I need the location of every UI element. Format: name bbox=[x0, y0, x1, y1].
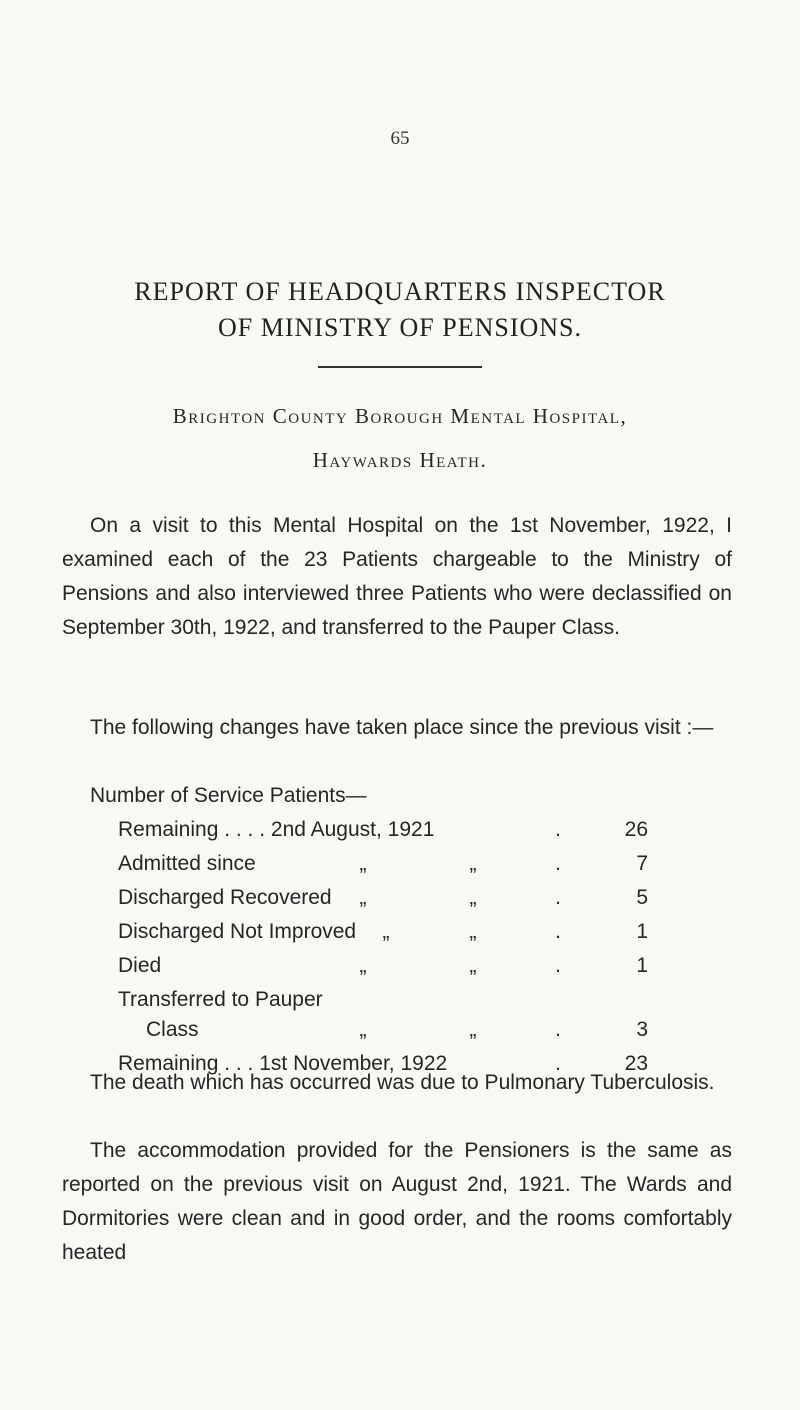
row-value: 26 bbox=[624, 818, 648, 841]
row-value: 1 bbox=[636, 954, 648, 977]
hospital-name: Brighton County Borough Mental Hospital, bbox=[172, 404, 628, 428]
table-row bbox=[118, 847, 678, 881]
paragraph-accommodation: The accommodation provided for the Pensioners is the same as reported on the previous visit on August 2nd, 1921. The Wards and Dormitories were clean and in good order, and the rooms comfortably heated bbox=[62, 1139, 732, 1264]
ditto-mark: „ bbox=[469, 920, 477, 943]
ditto-mark: „ bbox=[359, 886, 367, 909]
row-label: Remaining . . . . 2nd August, 1921 bbox=[118, 818, 435, 841]
ditto-mark: „ bbox=[359, 852, 367, 875]
row-label: Discharged Recovered bbox=[118, 886, 332, 909]
row-dot: . bbox=[555, 920, 561, 943]
table-row bbox=[118, 1013, 678, 1047]
title-divider bbox=[318, 366, 482, 368]
row-label-continued: Class bbox=[146, 1018, 199, 1041]
row-dot: . bbox=[555, 886, 561, 909]
report-title bbox=[0, 274, 800, 346]
patients-table bbox=[118, 813, 678, 1081]
table-heading: Number of Service Patients— bbox=[90, 784, 367, 807]
ditto-mark: „ bbox=[359, 954, 367, 977]
table-row bbox=[118, 915, 678, 949]
table-row bbox=[118, 813, 678, 847]
row-dot: . bbox=[555, 1018, 561, 1041]
row-label: Remaining . . . 1st November, 1922 bbox=[118, 1052, 448, 1075]
hospital-heading bbox=[0, 394, 800, 482]
row-dot: . bbox=[555, 818, 561, 841]
row-value: 7 bbox=[636, 852, 648, 875]
row-value: 3 bbox=[636, 1018, 648, 1041]
row-dot: . bbox=[555, 1052, 561, 1075]
row-label: Discharged Not Improved bbox=[118, 920, 357, 943]
ditto-mark: „ bbox=[359, 1018, 367, 1041]
report-title-line-2: OF MINISTRY OF PENSIONS. bbox=[218, 313, 582, 342]
page-number: 65 bbox=[390, 128, 410, 149]
row-label: Died bbox=[118, 954, 162, 977]
paragraph-changes: The following changes have taken place since the previous visit :— bbox=[90, 716, 714, 739]
row-label: Admitted since bbox=[118, 852, 256, 875]
ditto-mark: „ bbox=[469, 886, 477, 909]
paragraph-death: The death which has occurred was due to Pulmonary Tuberculosis. bbox=[90, 1071, 715, 1094]
hospital-location: Haywards Heath. bbox=[312, 448, 488, 472]
row-value: 5 bbox=[636, 886, 648, 909]
row-value: 23 bbox=[624, 1052, 648, 1075]
row-label: Transferred to Pauper bbox=[118, 988, 323, 1011]
table-row bbox=[118, 983, 678, 1013]
row-dot: . bbox=[555, 954, 561, 977]
table-row bbox=[118, 949, 678, 983]
row-value: 1 bbox=[636, 920, 648, 943]
ditto-mark: „ bbox=[469, 954, 477, 977]
table-row bbox=[118, 881, 678, 915]
ditto-mark: „ bbox=[469, 852, 477, 875]
ditto-mark: „ bbox=[382, 920, 390, 943]
paragraph-visit: On a visit to this Mental Hospital on the 1st November, 1922, I examined each of the 23 Patients chargeable to the Ministry of Pensions and also interviewed three Patients who were declassified on September 30th, 1922, and transferred to the Pauper Class. bbox=[62, 514, 732, 639]
row-dot: . bbox=[555, 852, 561, 875]
ditto-mark: „ bbox=[469, 1018, 477, 1041]
report-title-line-1: REPORT OF HEADQUARTERS INSPECTOR bbox=[134, 277, 666, 306]
